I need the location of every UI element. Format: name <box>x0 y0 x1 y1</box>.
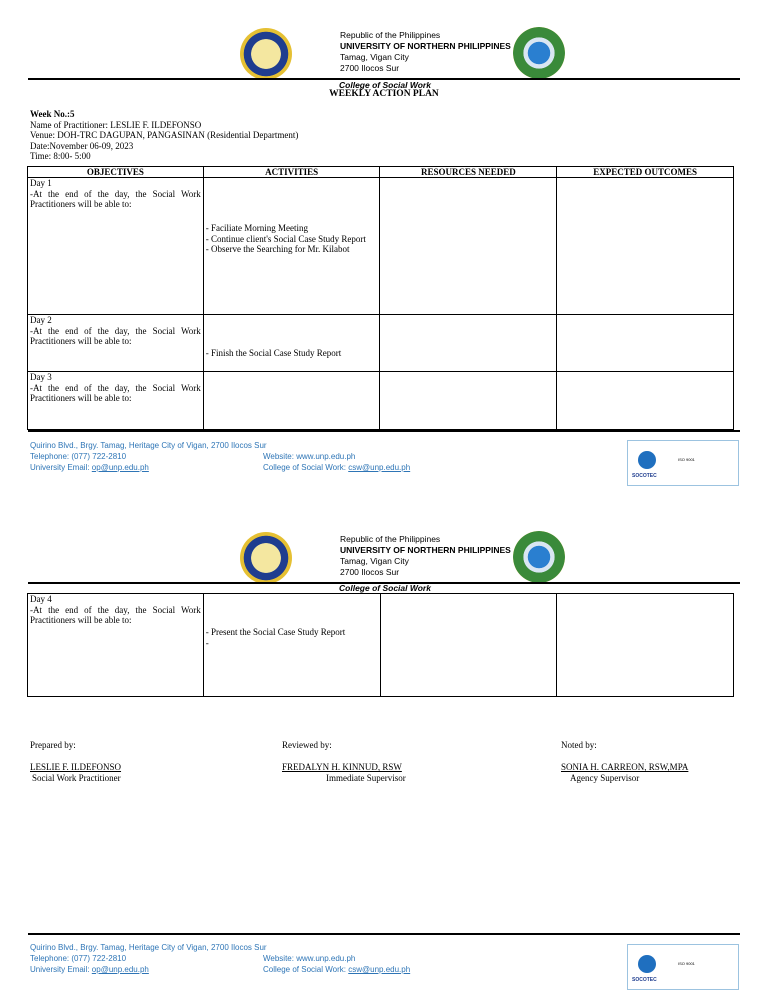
footer-contact <box>30 440 450 473</box>
reviewed-name: FREDALYN H. KINNUD, RSW <box>282 762 402 772</box>
objective-text: -At the end of the day, the Social Work Practitioners will be able to: <box>30 604 201 625</box>
col-activities: ACTIVITIES <box>203 167 380 178</box>
day-label: Day 1 <box>30 178 52 188</box>
republic-text: Republic of the Philippines <box>340 30 441 40</box>
footer-csw-email-label: College of Social Work: <box>263 463 349 472</box>
action-plan-table <box>27 166 734 430</box>
prepared-role: Social Work Practitioner <box>32 773 121 783</box>
footer-website: Website: www.unp.edu.ph <box>263 452 356 461</box>
iso-label: ISO 9001 <box>678 457 695 462</box>
plan-details <box>30 109 298 162</box>
objective-cell <box>28 594 204 697</box>
reviewed-role: Immediate Supervisor <box>326 773 406 783</box>
noted-by-block <box>561 740 688 784</box>
activities-cell <box>203 178 380 315</box>
objective-text: -At the end of the day, the Social Work Practitioners will be able to: <box>30 325 201 346</box>
activity-item: - <box>205 637 209 648</box>
university-email-link[interactable]: op@unp.edu.ph <box>91 463 149 472</box>
prepared-by-block <box>30 740 121 784</box>
activity-item: - Finish the Social Case Study Report <box>205 348 342 358</box>
iso-brand: SOCOTEC <box>632 473 657 479</box>
outcomes-cell <box>557 372 734 430</box>
col-objectives: OBJECTIVES <box>28 167 204 178</box>
csw-seal-right <box>513 27 565 79</box>
footer-website: Website: www.unp.edu.ph <box>263 954 356 963</box>
footer-university-email-label: University Email: <box>30 965 92 974</box>
iso-certification-badge <box>627 944 739 990</box>
objective-text: -At the end of the day, the Social Work Practitioners will be able to: <box>30 382 201 403</box>
action-plan-table-continued <box>27 593 734 697</box>
footer-address: Quirino Blvd., Brgy. Tamag, Heritage City of Vigan, 2700 Ilocos Sur <box>30 943 267 952</box>
week-number: Week No.:5 <box>30 109 75 119</box>
page1-bottom-rule <box>28 430 740 432</box>
table-row <box>28 594 734 697</box>
csw-seal-right <box>513 531 565 583</box>
outcomes-cell <box>557 178 734 315</box>
footer-contact <box>30 942 450 975</box>
college-name: College of Social Work <box>339 80 431 90</box>
socotec-logo-icon <box>638 955 656 973</box>
activities-cell <box>203 594 380 697</box>
letterhead <box>340 534 511 578</box>
unp-seal-left <box>240 532 292 584</box>
table-header-row <box>28 167 734 178</box>
resources-cell <box>380 372 557 430</box>
objective-text: -At the end of the day, the Social Work Practitioners will be able to: <box>30 188 201 209</box>
footer-rule <box>28 933 740 935</box>
prepared-name: LESLIE F. ILDEFONSO <box>30 762 122 772</box>
footer-csw-email-label: College of Social Work: <box>263 965 349 974</box>
reviewed-label: Reviewed by: <box>282 740 332 750</box>
iso-label: ISO 9001 <box>678 961 695 966</box>
activity-item: - Continue client's Social Case Study Report <box>205 233 366 244</box>
activities-cell <box>203 315 380 372</box>
noted-name: SONIA H. CARREON, RSW,MPA <box>561 762 689 772</box>
letterhead <box>340 30 511 74</box>
college-name: College of Social Work <box>339 583 431 593</box>
table-row <box>28 372 734 430</box>
resources-cell <box>380 178 557 315</box>
day-label: Day 2 <box>30 315 52 325</box>
outcomes-cell <box>557 315 734 372</box>
reviewed-by-block <box>282 740 406 784</box>
col-outcomes: EXPECTED OUTCOMES <box>557 167 734 178</box>
table-row <box>28 315 734 372</box>
objective-cell <box>28 315 204 372</box>
unp-seal-left <box>240 28 292 80</box>
prepared-label: Prepared by: <box>30 740 76 750</box>
outcomes-cell <box>557 594 734 697</box>
noted-role: Agency Supervisor <box>570 773 640 783</box>
date: Date:November 06-09, 2023 <box>30 140 134 151</box>
csw-email-link[interactable]: csw@unp.edu.ph <box>348 463 411 472</box>
footer-telephone: Telephone: (077) 722-2810 <box>30 452 127 461</box>
university-name: UNIVERSITY OF NORTHERN PHILIPPINES <box>340 545 511 555</box>
city-text: Tamag, Vigan City <box>340 52 409 62</box>
iso-brand: SOCOTEC <box>632 977 657 983</box>
activities-cell <box>203 372 380 430</box>
doc-title: WEEKLY ACTION PLAN <box>329 89 439 99</box>
footer-address: Quirino Blvd., Brgy. Tamag, Heritage City of Vigan, 2700 Ilocos Sur <box>30 441 267 450</box>
iso-certification-badge <box>627 440 739 486</box>
footer-telephone: Telephone: (077) 722-2810 <box>30 954 127 963</box>
university-name: UNIVERSITY OF NORTHERN PHILIPPINES <box>340 41 511 51</box>
province-text: 2700 Ilocos Sur <box>340 567 400 577</box>
socotec-logo-icon <box>638 451 656 469</box>
resources-cell <box>380 315 557 372</box>
objective-cell <box>28 178 204 315</box>
activity-item: - Present the Social Case Study Report <box>205 627 346 637</box>
practitioner-name: Name of Practitioner: LESLIE F. ILDEFONSO <box>30 119 202 130</box>
activity-item: - Faciliate Morning Meeting <box>205 223 308 233</box>
csw-email-link[interactable]: csw@unp.edu.ph <box>348 965 411 974</box>
city-text: Tamag, Vigan City <box>340 556 409 566</box>
province-text: 2700 Ilocos Sur <box>340 63 400 73</box>
objective-cell <box>28 372 204 430</box>
venue: Venue: DOH-TRC DAGUPAN, PANGASINAN (Residential Department) <box>30 130 299 140</box>
time: Time: 8:00- 5:00 <box>30 151 91 161</box>
day-label: Day 4 <box>30 594 52 604</box>
noted-label: Noted by: <box>561 740 597 750</box>
footer-university-email-label: University Email: <box>30 463 92 472</box>
activity-item: - Observe the Searching for Mr. Kilabot <box>205 244 350 254</box>
table-row <box>28 178 734 315</box>
col-resources: RESOURCES NEEDED <box>380 167 557 178</box>
resources-cell <box>380 594 557 697</box>
university-email-link[interactable]: op@unp.edu.ph <box>91 965 149 974</box>
day-label: Day 3 <box>30 372 52 382</box>
republic-text: Republic of the Philippines <box>340 534 441 544</box>
